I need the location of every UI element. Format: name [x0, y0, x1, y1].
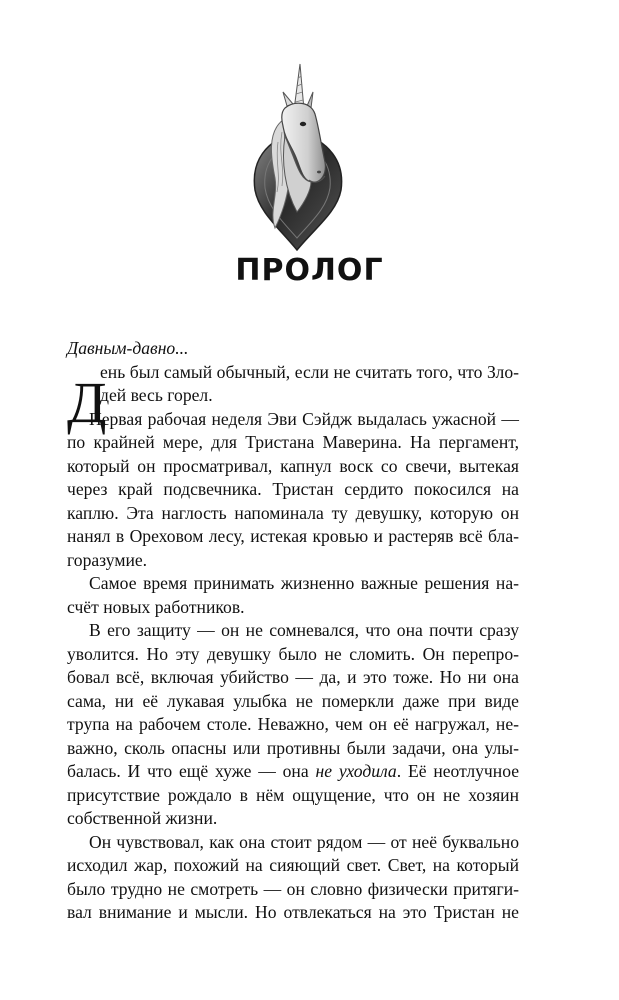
text-line: уволится. Но эту девушку было не сломить. Он перепро-: [67, 643, 519, 664]
text-line: счёт новых работников.: [67, 596, 245, 617]
chapter-title: ПРОЛОГ: [235, 253, 384, 288]
text-line: нанял в Ореховом лесу, истекая кровью и растеряв всё бла-: [67, 526, 519, 546]
text-line: Самое время принимать жизненно важные решения на-: [89, 573, 519, 593]
text-line: Первая рабочая неделя Эви Сэйдж выдалась ужасной —: [89, 408, 519, 429]
text-line: вал внимание и мысли. Но отвлекаться на это Тристан не: [67, 902, 519, 922]
italic-emphasis: не уходила: [315, 761, 397, 781]
text-line: сама, ни её лукавая улыбка не померкли даже при виде: [67, 690, 519, 711]
text-line: было трудно не смотреть — он словно физически притяги-: [67, 878, 519, 899]
unicorn-head-trophy-icon: [245, 62, 350, 252]
text-line: исходил жар, похожий на сияющий свет. Свет, на который: [67, 855, 519, 875]
text-line: ень был самый обычный, если не считать того, что Зло-: [100, 361, 519, 382]
epigraph: Давным-давно...: [67, 338, 189, 358]
text-line: горазумие.: [67, 549, 148, 570]
text-line: дей весь горел.: [100, 385, 213, 405]
text-line: Он чувствовал, как она стоит рядом — от неё буквально: [89, 831, 519, 852]
text-line-mixed: [67, 760, 519, 784]
text-fragment: . Её неотлучное: [396, 761, 520, 781]
text-line: через край подсвечника. Тристан сердито покосился на: [67, 479, 519, 499]
text-fragment: балась. И что ещё хуже — она: [67, 761, 309, 781]
text-line: по крайней мере, для Тристана Маверина. На пергамент,: [67, 432, 519, 452]
text-line: В его защиту — он не сомневался, что она почти сразу: [89, 620, 519, 640]
text-line: собственной жизни.: [67, 808, 218, 828]
text-line: присутствие рождало в нём ощущение, что он не хозяин: [67, 784, 519, 805]
body-text: [67, 337, 519, 925]
text-line: трупа на рабочем столе. Неважно, чем он её нагружал, не-: [67, 714, 519, 734]
drop-cap: Д: [67, 370, 107, 435]
text-line: важно, сколь опасны или противны были задачи, она улы-: [67, 737, 519, 758]
text-line: который он просматривал, капнул воск со свечи, вытекая: [67, 455, 519, 476]
text-line: каплю. Эта наглость напоминала ту девушку, которую он: [67, 502, 519, 523]
text-line: бовал всё, включая убийство — да, и это тоже. Но ни она: [67, 667, 519, 687]
